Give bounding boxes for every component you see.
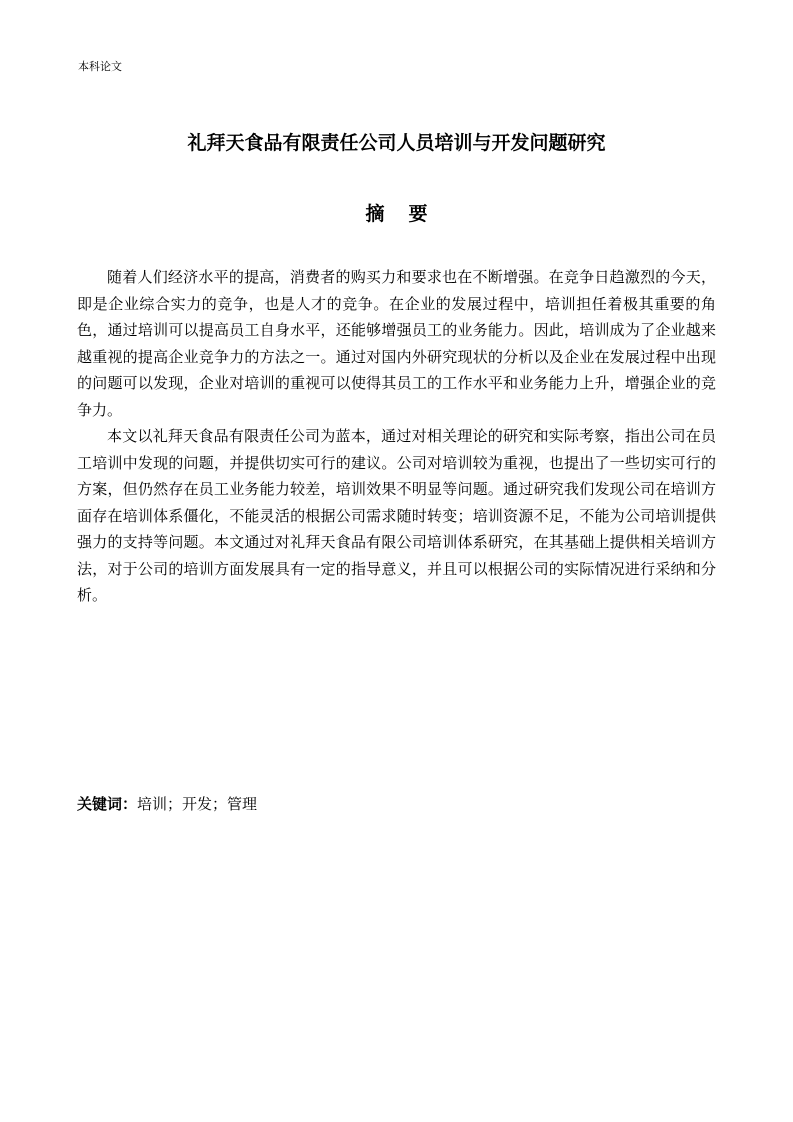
running-header: 本科论文 <box>78 60 122 73</box>
abstract-paragraph: 本文以礼拜天食品有限责任公司为蓝本，通过对相关理论的研究和实际考察，指出公司在员工培训中发现的问题，并提供切实可行的建议。公司对培训较为重视，也提出了一些切实可行的方案，但仍然存在员工业务能力较差，培训效果不明显等问题。通过研究我们发现公司在培训方面存在培训体系僵化，不能灵活的根据公司需求随时转变；培训资源不足，不能为公司培训提供强力的支持等问题。本文通过对礼拜天食品有限公司培训体系研究，在其基础上提供相关培训方法，对于公司的培训方面发展具有一定的指导意义，并且可以根据公司的实际情况进行采纳和分析。 <box>77 427 716 604</box>
keywords-line <box>77 792 257 816</box>
abstract-body <box>77 264 716 609</box>
abstract-paragraph: 随着人们经济水平的提高，消费者的购买力和要求也在不断增强。在竞争日趋激烈的今天，即是企业综合实力的竞争，也是人才的竞争。在企业的发展过程中，培训担任着极其重要的角色，通过培训可以提高员工自身水平，还能够增强员工的业务能力。因此，培训成为了企业越来越重视的提高企业竞争力的方法之一。通过对国内外研究现状的分析以及企业在发展过程中出现的问题可以发现，企业对培训的重视可以使得其员工的工作水平和业务能力上升，增强企业的竞争力。 <box>77 268 716 419</box>
abstract-heading: 摘要 <box>365 203 452 225</box>
keywords-value: 培训；开发；管理 <box>137 795 258 813</box>
paper-title: 礼拜天食品有限责任公司人员培训与开发问题研究 <box>187 132 606 154</box>
keywords-label: 关键词： <box>77 795 138 813</box>
